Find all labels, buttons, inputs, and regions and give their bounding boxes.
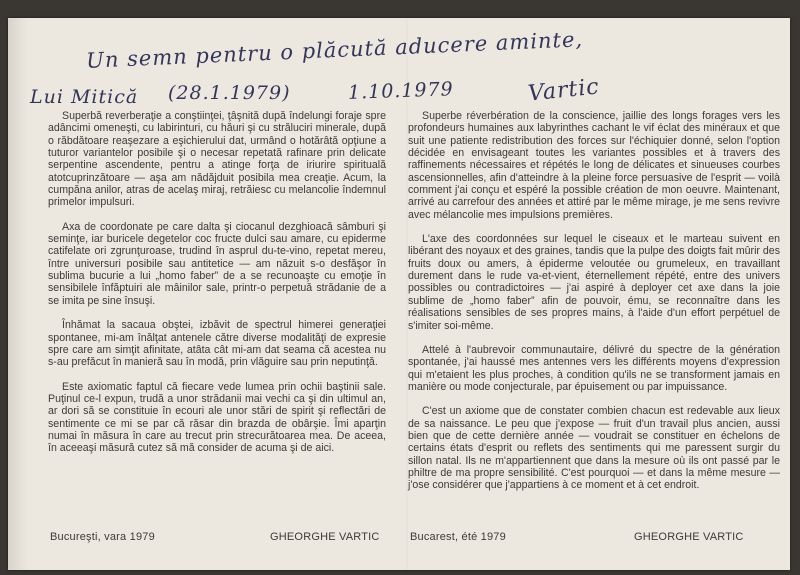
fr-paragraph-2: L'axe des coordonnées sur lequel le ciseaux et le marteau suivent en libérant des noyaux et des graines, tandis que la pulpe des doigts fait mûrir des fruits doux ou amers, à épiderme veloutée ou grumeleux, en travaillant durement dans le rude va-et-vient, éternellement répété, entre des univers possibles ou contradictoires — j'ai aspiré à deployer cet axe dans la joie sublime de „homo faber” afin de pouvoir, ému, se reconnaître dans les réalisations sensibles de ses propres mains, à l'aide d'un effort perpétuel de s'imiter soi-même. <box>408 233 780 332</box>
ro-paragraph-1: Superbă reverberaţie a conştiinţei, ţâşnită după îndelungi foraje spre adâncimi omeneşti, cu labirinturi, cu hăuri şi cu străluciri minerale, după o răbdătoare reaşezare a eşichierului dat, urmând o hotărâtă opţiune a tuturor variantelor posibile şi o necesar repetată rafinare prin delicate serpentine ascendente, pentru a atinge forţa de iriurire spirituală atotcuprinzătoare — aşa am nădăjduit posibila mea creaţie. Acum, la cumpăna anilor, atras de acelaş miraj, retrăiesc cu melancolie îndemnul primelor impulsuri. <box>48 110 386 209</box>
fr-author-name: GHEORGHE VARTIC <box>634 531 744 543</box>
handwritten-signature: Vartic <box>526 74 601 107</box>
dedication-date-1: (28.1.1979) <box>168 82 291 104</box>
romanian-text-column <box>48 110 386 467</box>
french-text-column <box>408 110 780 504</box>
open-booklet <box>8 18 790 570</box>
fr-paragraph-4: C'est un axiome que de constater combien chacun est redevable aux lieux de sa naissance. Le peu que j'expose — fruit d'un travail plus ancien, aussi bien que de cette dernière année — voudrait se constituer en échelons de certains états d'esprit ou reflets des sentiments qui me paressent surgir du sillon natal. Ils ne m'appartiennent que dans la mesure où ils ont passé par le philtre de ma propre sensibilité. C'est pourquoi — et dans la même mesure — j'ose considérer que j'appartiens à ce moment et à cet endroit. <box>408 405 780 492</box>
dedication-name: Lui Mitică <box>30 86 139 108</box>
ro-paragraph-2: Axa de coordonate pe care dalta şi ciocanul dezghioacă sâmburi şi seminţe, iar buricele degetelor coc fructe dulci sau amare, cu epiderme catifelate ori zgrunţuroase, trudind în asprul du-te-vino, repetat mereu, între universuri posibile sau antitetice — am năzuit s-o desfăşor în sublima bucurie a lui „homo faber” de a se recunoaşte cu emoţie în sensibilele înfăptuiri ale mâinilor sale, printr-o perpetuă strădanie de a se imita pe sine însuşi. <box>48 220 386 307</box>
fr-paragraph-3: Attelé à l'aubrevoir communautaire, délivré du spectre de la génération spontanée, j'ai haussé mes antennes vers les différents moyens d'expression qui m'etaient les plus proches, à condition qu'ils ne se transforment jamais en manière ou mode conjecturale, par épuisement ou par impuissance. <box>408 343 780 393</box>
dedication-line-1: Un semn pentru o plăcută aducere aminte, <box>85 27 584 73</box>
dedication-date-2: 1.10.1979 <box>347 78 455 104</box>
booklet-spine <box>8 18 28 570</box>
fr-paragraph-1: Superbe réverbération de la conscience, jaillie des longs forages vers les profondeurs humaines aux labyrinthes cachant le vif éclat des minéraux et que suit une patiente redistribution des forces sur l'échiquier donné, selon l'option décidée en envisageant toutes les variantes possibles et à travers des raffinements nécessaires et répétés le long de délicates et sinueuses courbes ascensionnelles, afin d'atteindre à la pleine force persuasive de l'esprit — voilà comment j'ai conçu et espéré la possible création de mon oeuvre. Maintenant, arrivé au carrefour des années et attiré par le même mirage, je me sens revivre avec mélancolie mes impulsions premières. <box>408 110 780 221</box>
ro-place-date: Bucureşti, vara 1979 <box>50 531 155 543</box>
ro-author-name: GHEORGHE VARTIC <box>270 531 380 543</box>
fr-place-date: Bucarest, été 1979 <box>410 531 506 543</box>
ro-paragraph-3: Înhămat la sacaua obştei, izbăvit de spectrul himerei generaţiei spontanee, mi-am înălţat antenele către diverse modalităţi de expresie spre care am simţit afinitate, atâta cât mi-am dat seama că acestea nu s-au prefăcut în manieră sau în modă, prin vlăguire sau prin neputinţă. <box>48 319 386 369</box>
ro-paragraph-4: Este axiomatic faptul că fiecare vede lumea prin ochii baştinii sale. Puţinul ce-l expun, trudă a unor strădanii mai vechi ca şi din ultimul an, ar dori să se constituie în ecouri ale unor stări de spirit şi reflectări de sentimente ce mi se par că răsar din brazda de obârşie. Îmi aparţin numai în măsura în care au trecut prin strecurătoarea mea. De aceea, în aceeaşi măsură cutez să mă consider de acuma şi de aici. <box>48 380 386 455</box>
